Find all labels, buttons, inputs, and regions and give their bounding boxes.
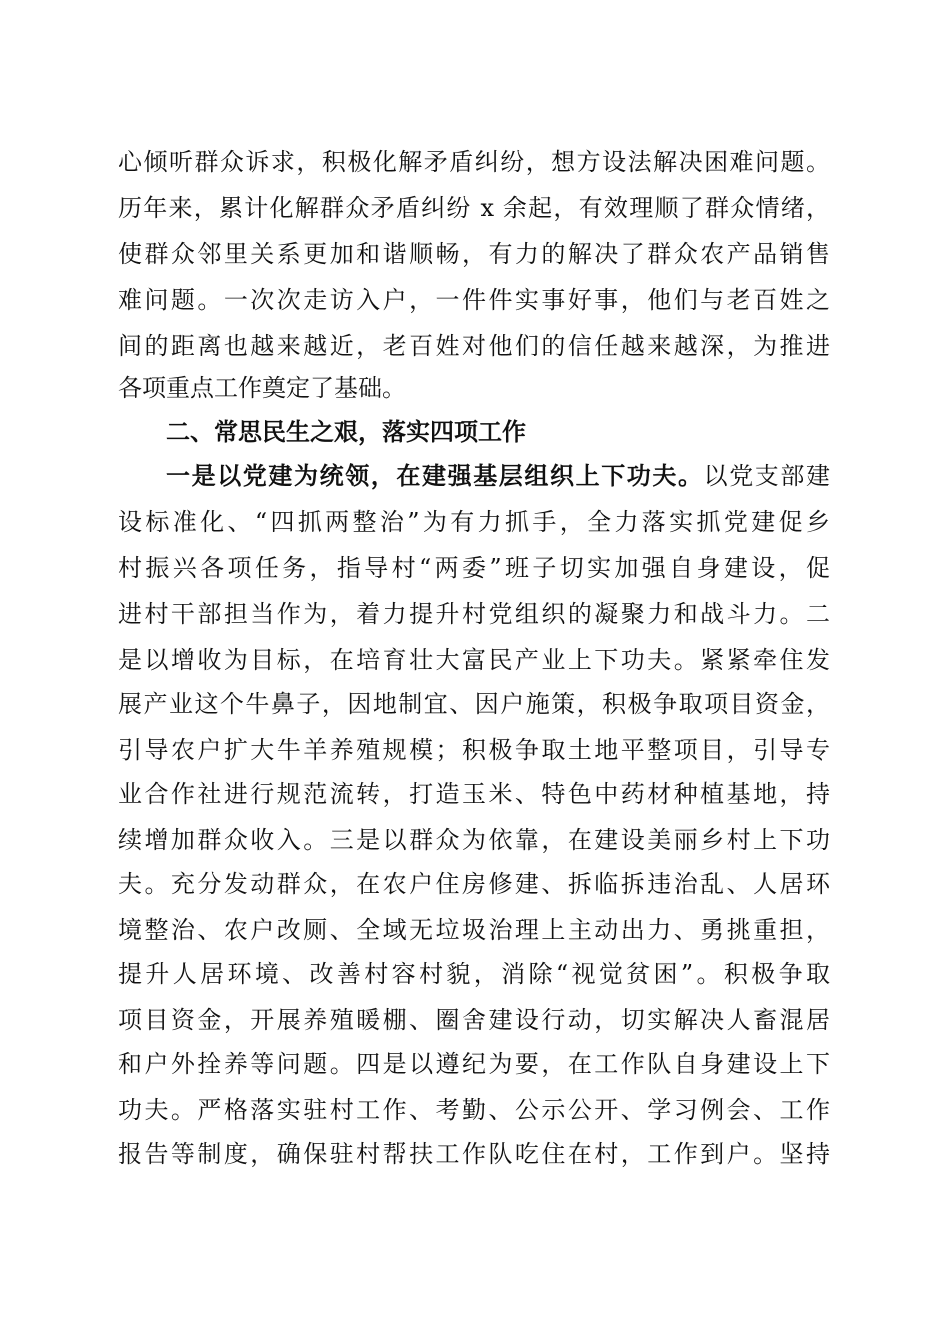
paragraph2-line-1 xyxy=(166,456,830,496)
paragraph2-line-8: 业合作社进行规范流转，打造玉米、特色中药材种植基地，持 xyxy=(118,780,830,808)
paragraph1-line-4: 难问题。一次次走访入户，一件件实事好事，他们与老百姓之 xyxy=(118,286,830,314)
paragraph1-line-3: 使群众邻里关系更加和谐顺畅，有力的解决了群众农产品销售 xyxy=(118,240,830,268)
paragraph1-line-2: 历年来，累计化解群众矛盾纠纷 x 余起，有效理顺了群众情绪， xyxy=(118,194,830,222)
paragraph1-line-5: 间的距离也越来越近，老百姓对他们的信任越来越深，为推进 xyxy=(118,332,830,360)
paragraph2-line-5: 是以增收为目标，在培育壮大富民产业上下功夫。紧紧牵住发 xyxy=(118,646,830,674)
paragraph2-line-2: 设标准化、“四抓两整治”为有力抓手，全力落实抓党建促乡 xyxy=(118,508,830,536)
paragraph2-line-4: 进村干部担当作为，着力提升村党组织的凝聚力和战斗力。二 xyxy=(118,600,830,628)
paragraph2-line-7: 引导农户扩大牛羊养殖规模；积极争取土地平整项目，引导专 xyxy=(118,736,830,764)
paragraph2-line-3: 村振兴各项任务，指导村“两委”班子切实加强自身建设，促 xyxy=(118,554,830,582)
paragraph2-line-10: 夫。充分发动群众，在农户住房修建、拆临拆违治乱、人居环 xyxy=(118,870,830,898)
paragraph2-line-16: 报告等制度，确保驻村帮扶工作队吃住在村，工作到户。坚持 xyxy=(118,1140,830,1168)
paragraph2-line-12: 提升人居环境、改善村容村貌，消除“视觉贫困”。积极争取 xyxy=(118,960,830,988)
section-heading: 二、常思民生之艰，落实四项工作 xyxy=(166,418,526,446)
paragraph2-line-11: 境整治、农户改厕、全域无垃圾治理上主动出力、勇挑重担， xyxy=(118,916,830,944)
paragraph2-line-13: 项目资金，开展养殖暖棚、圈舍建设行动，切实解决人畜混居 xyxy=(118,1006,830,1034)
paragraph2-bold-lead: 一是以党建为统领，在建强基层组织上下功夫。 xyxy=(166,461,704,490)
paragraph2-line-9: 续增加群众收入。三是以群众为依靠，在建设美丽乡村上下功 xyxy=(118,826,830,854)
paragraph1-line-1: 心倾听群众诉求，积极化解矛盾纠纷，想方设法解决困难问题。 xyxy=(118,148,830,176)
paragraph2-line-14: 和户外拴养等问题。四是以遵纪为要，在工作队自身建设上下 xyxy=(118,1050,830,1078)
paragraph1-line-6: 各项重点工作奠定了基础。 xyxy=(118,374,406,402)
paragraph2-line-6: 展产业这个牛鼻子，因地制宜、因户施策，积极争取项目资金， xyxy=(118,690,830,718)
paragraph2-line-1-rest: 以党支部建 xyxy=(703,462,831,490)
paragraph2-line-15: 功夫。严格落实驻村工作、考勤、公示公开、学习例会、工作 xyxy=(118,1096,830,1124)
